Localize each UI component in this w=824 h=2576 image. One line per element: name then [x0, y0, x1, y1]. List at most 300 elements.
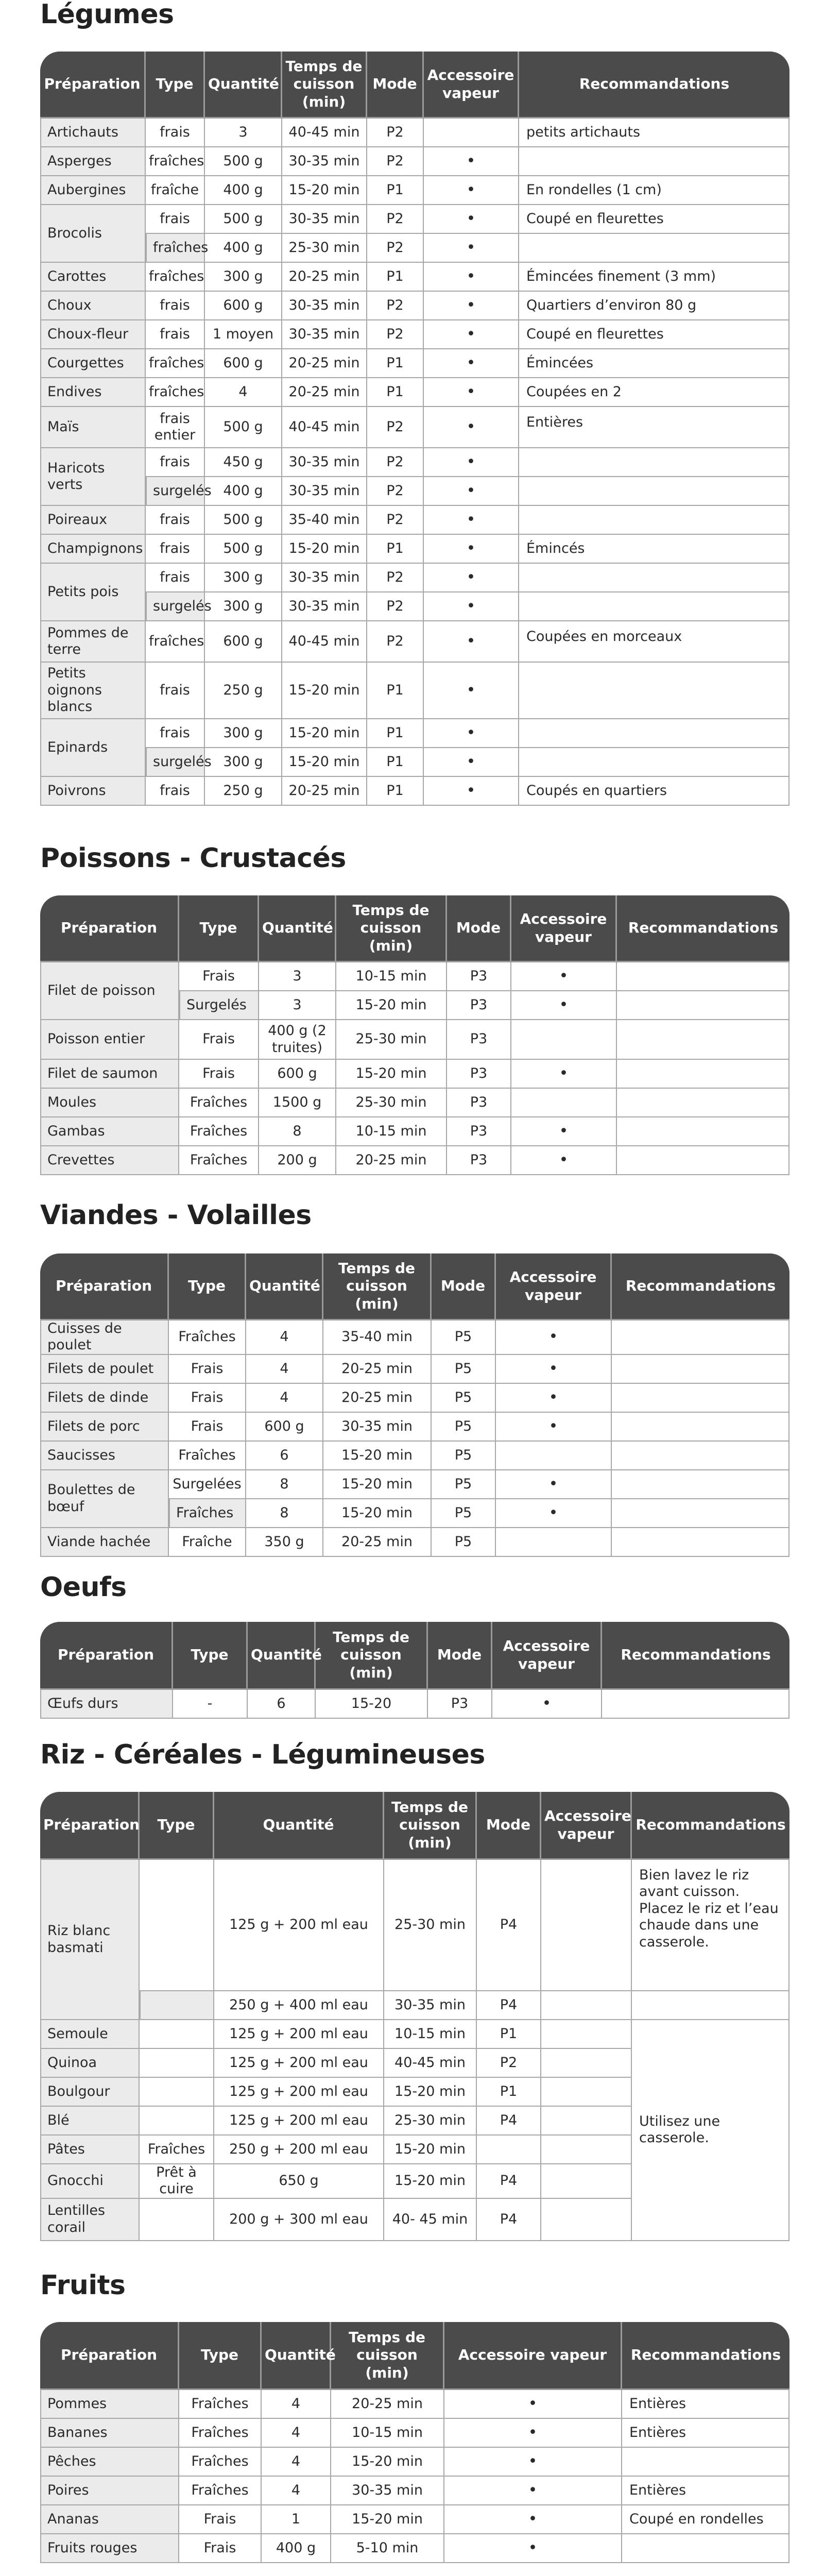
quantity-cell: 8 — [246, 1470, 323, 1499]
steam-accessory-cell — [424, 535, 519, 564]
bullet-icon: • — [528, 2510, 538, 2528]
mode-cell: P3 — [447, 1146, 511, 1175]
preparation-cell: Semoule — [40, 2020, 140, 2049]
table-row — [40, 621, 789, 663]
mode-cell — [477, 2136, 541, 2164]
mode-cell: P5 — [432, 1413, 496, 1442]
quantity-cell: 4 — [246, 1320, 323, 1355]
recommendation-cell — [519, 448, 789, 477]
type-cell: frais — [146, 292, 205, 320]
bullet-icon: • — [466, 568, 476, 586]
type-cell: Prêt à cuire — [140, 2164, 214, 2199]
bullet-icon: • — [466, 181, 476, 199]
type-cell: Frais — [179, 2534, 262, 2563]
mode-cell: P4 — [477, 2107, 541, 2136]
cooking-time-cell: 20-25 min — [336, 1146, 447, 1175]
mode-cell: P1 — [477, 2020, 541, 2049]
steam-accessory-cell — [424, 592, 519, 621]
bullet-icon: • — [559, 1122, 569, 1140]
column-header-temps: Temps de cuisson (min) — [282, 52, 367, 118]
type-cell: frais — [146, 205, 205, 234]
mode-cell: P5 — [432, 1384, 496, 1413]
preparation-cell: Ananas — [40, 2505, 179, 2534]
type-cell: frais — [146, 719, 205, 748]
quantity-cell: 400 g — [205, 477, 282, 506]
type-cell: frais — [146, 777, 205, 806]
cooking-time-cell: 5-10 min — [331, 2534, 444, 2563]
cooking-table — [40, 1253, 789, 1557]
section-title: Viandes - Volailles — [40, 1200, 312, 1231]
type-cell: Fraîches — [179, 1146, 259, 1175]
table-row — [40, 234, 789, 263]
bullet-icon: • — [466, 383, 476, 401]
steam-accessory-cell — [424, 292, 519, 320]
recommendation-cell — [632, 1991, 789, 2020]
preparation-cell: Riz blanc basmati — [40, 1860, 140, 2020]
steam-accessory-cell — [511, 991, 617, 1020]
steam-accessory-cell — [444, 2505, 622, 2534]
type-cell: surgelés — [146, 592, 205, 621]
steam-accessory-cell — [424, 748, 519, 777]
type-cell: fraîches — [146, 263, 205, 292]
cooking-time-cell: 20-25 min — [282, 263, 367, 292]
cooking-time-cell: 15-20 min — [323, 1470, 432, 1499]
mode-cell: P2 — [477, 2049, 541, 2078]
steam-accessory-cell — [541, 1860, 632, 1991]
mode-cell: P4 — [477, 1991, 541, 2020]
quantity-cell: 125 g + 200 ml eau — [214, 2107, 384, 2136]
cooking-time-cell: 20-25 min — [282, 777, 367, 806]
type-cell: frais — [146, 118, 205, 147]
preparation-cell: Brocolis — [40, 205, 146, 263]
table-row — [40, 663, 789, 719]
bullet-icon: • — [466, 152, 476, 170]
cooking-time-cell: 20-25 min — [323, 1528, 432, 1557]
quantity-cell: 4 — [246, 1355, 323, 1384]
column-header-recommandations: Recommandations — [617, 895, 789, 962]
steam-accessory-cell — [511, 962, 617, 991]
mode-cell: P2 — [367, 448, 424, 477]
preparation-cell: Petits oignons blancs — [40, 663, 146, 719]
type-cell: surgelés — [146, 748, 205, 777]
steam-accessory-cell — [496, 1384, 612, 1413]
cooking-time-cell: 30-35 min — [384, 1991, 477, 2020]
type-cell: frais — [146, 535, 205, 564]
mode-cell: P3 — [428, 1690, 492, 1719]
table-row — [40, 118, 789, 147]
cooking-time-cell: 15-20 min — [331, 2505, 444, 2534]
column-header-quantite: Quantité — [248, 1622, 316, 1690]
mode-cell: P4 — [477, 2164, 541, 2199]
column-header-vapeur: Accessoire vapeur — [511, 895, 617, 962]
column-header-type: Type — [146, 52, 205, 118]
type-cell — [140, 2020, 214, 2049]
recommendation-cell: Émincées — [519, 349, 789, 378]
cooking-time-cell: 15-20 min — [282, 663, 367, 719]
table-row — [40, 748, 789, 777]
recommendation-cell: Émincés — [519, 535, 789, 564]
bullet-icon: • — [466, 354, 476, 372]
type-cell: Fraîches — [169, 1499, 246, 1528]
type-cell: Fraîches — [179, 2477, 262, 2505]
cooking-time-cell: 15-20 min — [282, 748, 367, 777]
column-header-recommandations: Recommandations — [632, 1792, 789, 1860]
quantity-cell: 250 g — [205, 663, 282, 719]
recommendation-cell — [602, 1690, 789, 1719]
bullet-icon: • — [466, 325, 476, 343]
cooking-table — [40, 52, 789, 806]
quantity-cell: 400 g — [262, 2534, 331, 2563]
table-row — [40, 176, 789, 205]
column-header-type: Type — [173, 1622, 248, 1690]
mode-cell: P1 — [367, 777, 424, 806]
cooking-time-cell: 35-40 min — [323, 1320, 432, 1355]
recommendation-cell — [519, 477, 789, 506]
quantity-cell: 125 g + 200 ml eau — [214, 2020, 384, 2049]
mode-cell: P5 — [432, 1470, 496, 1499]
steam-accessory-cell — [444, 2419, 622, 2448]
type-cell: Surgelés — [179, 991, 259, 1020]
recommendation-cell — [519, 592, 789, 621]
bullet-icon: • — [466, 753, 476, 771]
recommendation-cell — [612, 1470, 789, 1499]
mode-cell: P2 — [367, 118, 424, 147]
quantity-cell: 300 g — [205, 719, 282, 748]
type-cell — [140, 2199, 214, 2241]
quantity-cell: 4 — [262, 2477, 331, 2505]
quantity-cell: 600 g — [205, 292, 282, 320]
quantity-cell: 1 — [262, 2505, 331, 2534]
table-row — [40, 378, 789, 407]
quantity-cell: 500 g — [205, 147, 282, 176]
cooking-table — [40, 2322, 789, 2563]
column-header-vapeur: Accessoire vapeur — [496, 1253, 612, 1320]
preparation-cell: Moules — [40, 1089, 179, 1117]
mode-cell: P4 — [477, 2199, 541, 2241]
mode-cell: P3 — [447, 1089, 511, 1117]
mode-cell: P2 — [367, 592, 424, 621]
mode-cell: P3 — [447, 991, 511, 1020]
steam-accessory-cell — [511, 1117, 617, 1146]
quantity-cell: 3 — [259, 991, 336, 1020]
cooking-time-cell: 10-15 min — [336, 1117, 447, 1146]
table-row — [40, 2448, 789, 2477]
mode-cell: P5 — [432, 1320, 496, 1355]
column-header-vapeur: Accessoire vapeur — [444, 2322, 622, 2390]
recommendation-cell: Entières — [622, 2419, 789, 2448]
steam-accessory-cell — [492, 1690, 602, 1719]
mode-cell: P5 — [432, 1442, 496, 1470]
steam-accessory-cell — [424, 407, 519, 448]
table-row — [40, 2419, 789, 2448]
preparation-cell: Boulgour — [40, 2078, 140, 2107]
cooking-time-cell: 15-20 min — [384, 2078, 477, 2107]
cooking-time-cell: 10-15 min — [384, 2020, 477, 2049]
steam-accessory-cell — [424, 777, 519, 806]
recommendation-cell: Entières — [622, 2390, 789, 2419]
type-cell: fraîche — [146, 176, 205, 205]
quantity-cell: 350 g — [246, 1528, 323, 1557]
steam-accessory-cell — [444, 2390, 622, 2419]
cooking-time-cell: 20-25 min — [323, 1384, 432, 1413]
mode-cell: P5 — [432, 1355, 496, 1384]
steam-accessory-cell — [424, 719, 519, 748]
steam-accessory-cell — [541, 2020, 632, 2049]
section-title: Fruits — [40, 2270, 126, 2301]
bullet-icon: • — [559, 1064, 569, 1082]
steam-accessory-cell — [444, 2477, 622, 2505]
quantity-cell: 500 g — [205, 205, 282, 234]
recommendation-cell: Entières — [519, 407, 789, 448]
table-row — [40, 1442, 789, 1470]
recommendation-cell — [612, 1320, 789, 1355]
cooking-time-cell: 15-20 min — [323, 1442, 432, 1470]
column-header-temps: Temps de cuisson (min) — [323, 1253, 432, 1320]
bullet-icon: • — [466, 539, 476, 557]
type-cell: Fraîches — [169, 1320, 246, 1355]
quantity-cell: 300 g — [205, 748, 282, 777]
table-row — [40, 2477, 789, 2505]
steam-accessory-cell — [424, 477, 519, 506]
cooking-time-cell: 40-45 min — [282, 118, 367, 147]
steam-accessory-cell — [541, 1991, 632, 2020]
column-header-temps: Temps de cuisson (min) — [336, 895, 447, 962]
preparation-cell: Artichauts — [40, 118, 146, 147]
bullet-icon: • — [466, 511, 476, 529]
bullet-icon: • — [559, 967, 569, 985]
cooking-time-cell: 20-25 min — [282, 349, 367, 378]
cooking-table — [40, 1792, 789, 2241]
quantity-cell: 4 — [262, 2390, 331, 2419]
bullet-icon: • — [548, 1388, 558, 1406]
recommendation-cell — [519, 748, 789, 777]
cooking-time-cell: 20-25 min — [323, 1355, 432, 1384]
quantity-cell: 500 g — [205, 535, 282, 564]
preparation-cell: Poireaux — [40, 506, 146, 535]
table-row — [40, 407, 789, 448]
type-cell: frais — [146, 564, 205, 592]
column-header-type: Type — [179, 895, 259, 962]
mode-cell: P5 — [432, 1499, 496, 1528]
cooking-time-cell: 15-20 min — [323, 1499, 432, 1528]
preparation-cell: Viande hachée — [40, 1528, 169, 1557]
cooking-table — [40, 895, 789, 1175]
bullet-icon: • — [466, 724, 476, 742]
type-cell: frais entier — [146, 407, 205, 448]
type-cell: Fraîches — [179, 1089, 259, 1117]
type-cell — [140, 2049, 214, 2078]
steam-accessory-cell — [424, 506, 519, 535]
type-cell — [140, 2078, 214, 2107]
cooking-time-cell: 30-35 min — [282, 320, 367, 349]
bullet-icon: • — [548, 1503, 558, 1522]
column-header-type: Type — [169, 1253, 246, 1320]
table-row — [40, 1860, 789, 1991]
preparation-cell: Endives — [40, 378, 146, 407]
steam-accessory-cell — [424, 176, 519, 205]
type-cell: frais — [146, 448, 205, 477]
column-header-preparation: Préparation — [40, 1792, 140, 1860]
cooking-time-cell: 15-20 min — [282, 535, 367, 564]
type-cell: Frais — [169, 1355, 246, 1384]
steam-accessory-cell — [424, 564, 519, 592]
cooking-time-cell: 30-35 min — [282, 292, 367, 320]
steam-accessory-cell — [511, 1146, 617, 1175]
recommendation-cell — [622, 2448, 789, 2477]
mode-cell: P2 — [367, 564, 424, 592]
section-title: Légumes — [40, 0, 174, 30]
type-cell — [140, 1860, 214, 1991]
recommendation-cell: Coupé en fleurettes — [519, 205, 789, 234]
type-cell: fraîches — [146, 147, 205, 176]
table-row — [40, 2020, 789, 2049]
quantity-cell: 400 g — [205, 234, 282, 263]
steam-accessory-cell — [541, 2164, 632, 2199]
cooking-time-cell: 40-45 min — [282, 621, 367, 663]
preparation-cell: Quinoa — [40, 2049, 140, 2078]
table-row — [40, 205, 789, 234]
recommendation-cell — [612, 1355, 789, 1384]
column-header-quantite: Quantité — [259, 895, 336, 962]
type-cell — [140, 2107, 214, 2136]
quantity-cell: 600 g — [205, 349, 282, 378]
recommendation-cell — [612, 1413, 789, 1442]
steam-accessory-cell — [424, 378, 519, 407]
recommendation-cell: Coupé en rondelles — [622, 2505, 789, 2534]
column-header-vapeur: Accessoire vapeur — [424, 52, 519, 118]
recommendation-cell: Quartiers d’environ 80 g — [519, 292, 789, 320]
mode-cell: P2 — [367, 621, 424, 663]
recommendation-cell — [612, 1499, 789, 1528]
mode-cell: P1 — [367, 176, 424, 205]
type-cell: Frais — [179, 1020, 259, 1060]
steam-accessory-cell — [444, 2534, 622, 2563]
table-row — [40, 2390, 789, 2419]
preparation-cell: Poisson entier — [40, 1020, 179, 1060]
column-header-preparation: Préparation — [40, 1622, 173, 1690]
column-header-mode: Mode — [447, 895, 511, 962]
recommendation-cell: Coupées en 2 — [519, 378, 789, 407]
table-row — [40, 1117, 789, 1146]
cooking-time-cell: 15-20 min — [282, 719, 367, 748]
quantity-cell: 8 — [246, 1499, 323, 1528]
recommendation-cell: Coupés en quartiers — [519, 777, 789, 806]
column-header-preparation: Préparation — [40, 2322, 179, 2390]
type-cell: fraîches — [146, 234, 205, 263]
table-row — [40, 1355, 789, 1384]
recommendation-cell: petits artichauts — [519, 118, 789, 147]
type-cell: Fraîches — [169, 1442, 246, 1470]
steam-accessory-cell — [496, 1528, 612, 1557]
table-row — [40, 477, 789, 506]
type-cell — [140, 1991, 214, 2020]
quantity-cell: 500 g — [205, 506, 282, 535]
quantity-cell: 300 g — [205, 564, 282, 592]
header-row — [40, 1253, 789, 1320]
cooking-time-cell: 30-35 min — [282, 147, 367, 176]
mode-cell: P2 — [367, 477, 424, 506]
quantity-cell: 6 — [248, 1690, 316, 1719]
cooking-time-cell: 30-35 min — [331, 2477, 444, 2505]
header-row — [40, 895, 789, 962]
column-header-temps: Temps de cuisson (min) — [331, 2322, 444, 2390]
type-cell: Fraîches — [140, 2136, 214, 2164]
steam-accessory-cell — [496, 1413, 612, 1442]
steam-accessory-cell — [496, 1320, 612, 1355]
recommendation-cell — [612, 1442, 789, 1470]
type-cell: surgelés — [146, 477, 205, 506]
bullet-icon: • — [466, 597, 476, 615]
mode-cell: P3 — [447, 1020, 511, 1060]
recommendation-cell: Bien lavez le riz avant cuisson. Placez le riz et l’eau chaude dans une casserole. — [632, 1860, 789, 1991]
recommendation-cell: Coupé en fleurettes — [519, 320, 789, 349]
quantity-cell: 500 g — [205, 407, 282, 448]
mode-cell: P1 — [367, 663, 424, 719]
header-row — [40, 1792, 789, 1860]
table-row — [40, 1089, 789, 1117]
cooking-time-cell: 40-45 min — [282, 407, 367, 448]
cooking-time-cell: 15-20 min — [336, 1060, 447, 1089]
cooking-time-cell: 25-30 min — [336, 1020, 447, 1060]
cooking-time-cell: 25-30 min — [384, 2107, 477, 2136]
bullet-icon: • — [559, 996, 569, 1014]
quantity-cell: 200 g + 300 ml eau — [214, 2199, 384, 2241]
steam-accessory-cell — [541, 2078, 632, 2107]
column-header-quantite: Quantité — [262, 2322, 331, 2390]
table-row — [40, 1991, 789, 2020]
cooking-time-cell: 30-35 min — [282, 477, 367, 506]
recommendation-cell: Entières — [622, 2477, 789, 2505]
preparation-cell: Lentilles corail — [40, 2199, 140, 2241]
table-row — [40, 962, 789, 991]
recommendation-cell: Émincées finement (3 mm) — [519, 263, 789, 292]
column-header-type: Type — [179, 2322, 262, 2390]
header-row — [40, 2322, 789, 2390]
preparation-cell: Aubergines — [40, 176, 146, 205]
column-header-temps: Temps de cuisson (min) — [316, 1622, 428, 1690]
table-row — [40, 292, 789, 320]
table-row — [40, 263, 789, 292]
recommendation-cell — [612, 1528, 789, 1557]
table-row — [40, 777, 789, 806]
mode-cell: P4 — [477, 1860, 541, 1991]
bullet-icon: • — [528, 2481, 538, 2499]
preparation-cell: Maïs — [40, 407, 146, 448]
table-row — [40, 1146, 789, 1175]
column-header-preparation: Préparation — [40, 895, 179, 962]
preparation-cell: Asperges — [40, 147, 146, 176]
mode-cell: P2 — [367, 234, 424, 263]
table-row — [40, 719, 789, 748]
mode-cell: P2 — [367, 407, 424, 448]
bullet-icon: • — [548, 1475, 558, 1493]
preparation-cell: Champignons — [40, 535, 146, 564]
recommendation-cell — [519, 719, 789, 748]
header-row — [40, 52, 789, 118]
bullet-icon: • — [466, 210, 476, 228]
recommendation-cell — [617, 1146, 789, 1175]
table-row — [40, 1470, 789, 1499]
type-cell: - — [173, 1690, 248, 1719]
steam-accessory-cell — [496, 1470, 612, 1499]
recommendation-cell — [617, 1060, 789, 1089]
column-header-type: Type — [140, 1792, 214, 1860]
quantity-cell: 125 g + 200 ml eau — [214, 2049, 384, 2078]
preparation-cell: Filets de dinde — [40, 1384, 169, 1413]
preparation-cell: Filets de poulet — [40, 1355, 169, 1384]
preparation-cell: Fruits rouges — [40, 2534, 179, 2563]
mode-cell: P2 — [367, 205, 424, 234]
